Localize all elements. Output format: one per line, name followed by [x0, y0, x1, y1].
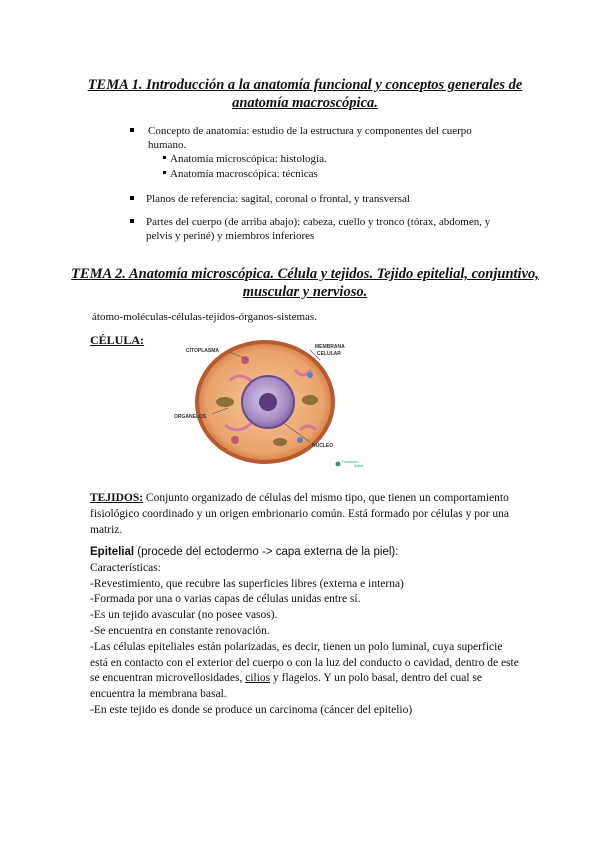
- epitelial-heading: Epitelial: [90, 546, 135, 558]
- epitelial-section: [90, 545, 540, 719]
- label-membrana: MEMBRANA: [315, 344, 345, 350]
- tejidos-line1: Conjunto organizado de células del mismo tipo, que tienen un comportamiento: [143, 492, 509, 504]
- tema1-title-line2: anatomía macroscópica.: [232, 95, 378, 111]
- sub-bullet-microscopica: Anatomía microscópica: histología.: [170, 153, 327, 165]
- tema1-title-line1: TEMA 1. Introducción a la anatomía funcional y conceptos generales de: [87, 77, 523, 93]
- tema1-title: [60, 76, 550, 112]
- cilios-term: cilios: [245, 672, 271, 685]
- vesicle: [231, 436, 239, 444]
- tema2-title-line2: muscular y nervioso.: [242, 284, 368, 300]
- label-organelos: ORGANELOS: [174, 414, 207, 420]
- bullet-square-icon: [130, 219, 134, 223]
- c5-text-b: y flagelos. Y un polo basal, dentro del cual se: [270, 672, 482, 685]
- label-nucleo: NÚCLEO: [312, 443, 334, 449]
- vesicle: [307, 372, 313, 378]
- caracteristica-3: -Es un tejido avascular (no posee vasos).: [90, 609, 278, 622]
- mitochondria: [302, 395, 318, 405]
- logo-text: Formación: [342, 460, 359, 464]
- cell-illustration: [170, 330, 390, 475]
- c5-text-a: se encuentran microvellosidades,: [90, 672, 246, 685]
- sequence-text: átomo-moléculas-células-tejidos-órganos-sistemas.: [92, 311, 317, 323]
- tejidos-heading: TEJIDOS:: [90, 492, 144, 504]
- bullet-planos: Planos de referencia: sagital, coronal o frontal, y transversal: [146, 193, 410, 205]
- mitochondria: [273, 438, 287, 446]
- caracteristica-2: -Formada por una o varias capas de células unidas entre sí.: [90, 593, 361, 606]
- epitelial-subtitle: (procede del ectodermo -> capa externa de la piel):: [134, 546, 399, 558]
- nucleolus: [259, 393, 277, 411]
- bullet-partes-line1: Partes del cuerpo (de arriba abajo): cabeza, cuello y tronco (tórax, abdomen, y: [146, 216, 491, 228]
- bullet-square-icon: [130, 128, 134, 132]
- bullet-square-icon: [130, 196, 134, 200]
- caracteristica-6: -En este tejido es donde se produce un carcinoma (cáncer del epitelio): [90, 703, 413, 716]
- sub-bullet-macroscopica: Anatomía macroscópica: técnicas: [170, 168, 318, 180]
- bullet-concepto-line1: Concepto de anatomía: estudio de la estructura y componentes del cuerpo: [148, 125, 472, 137]
- label-citoplasma: CITOPLASMA: [186, 348, 219, 354]
- caracteristica-1: -Revestimiento, que recubre las superficies libres (externa e interna): [90, 577, 404, 590]
- tejidos-line2: fisiológico coordinado y un origen embrionario común. Está formado por células y por una: [90, 507, 510, 520]
- formacion-salud-logo-icon: [336, 462, 341, 467]
- label-celular: CELULAR: [317, 351, 341, 357]
- cell-diagram: [170, 330, 390, 475]
- caracteristica-5-line4: encuentra la membrana basal.: [90, 688, 227, 701]
- caracteristica-5-line3: [90, 671, 540, 687]
- caracteristica-5-line1: -Las células epiteliales están polarizadas, es decir, tienen un polo luminal, cuya superficie: [90, 640, 503, 653]
- tema2-title: [55, 265, 555, 301]
- logo-text: Salud: [354, 464, 363, 468]
- caracteristica-4: -Se encuentra en constante renovación.: [90, 624, 270, 637]
- bullet-partes: [146, 215, 546, 243]
- bullet-concepto: [148, 124, 528, 152]
- bullet-partes-line2: pelvis y periné) y miembros inferiores: [146, 230, 315, 242]
- vesicle: [297, 437, 303, 443]
- tejidos-line3: matriz.: [90, 523, 123, 536]
- tema2-title-line1: TEMA 2. Anatomía microscópica. Célula y tejidos. Tejido epitelial, conjuntivo,: [71, 266, 539, 282]
- sub-bullet-square-icon: [163, 156, 166, 159]
- tejidos-paragraph: [90, 491, 535, 538]
- mitochondria: [216, 397, 234, 407]
- caracteristicas-label: Características:: [90, 561, 161, 574]
- celula-heading: CÉLULA:: [90, 333, 145, 347]
- caracteristica-5-line2: está en contacto con el exterior del cuerpo o con la luz del conducto o cavidad, dentro de este: [90, 656, 519, 669]
- bullet-concepto-line2: humano.: [148, 139, 187, 151]
- sub-bullet-square-icon: [163, 171, 166, 174]
